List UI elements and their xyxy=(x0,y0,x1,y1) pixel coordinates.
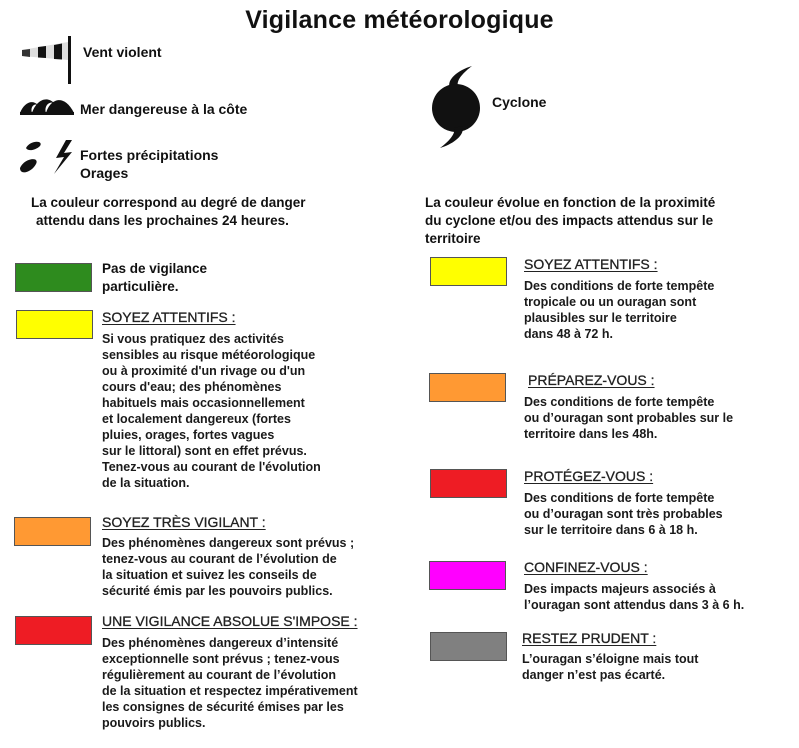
legend-storm-label: Orages xyxy=(80,165,129,181)
left-orange-title: SOYEZ TRÈS VIGILANT : xyxy=(102,514,266,530)
left-red-body: Des phénomènes dangereux d’intensité exceptionnelle sont prévus ; tenez-vous régulièrement au courant de l’évolution de la situation et respectez impérativement les consignes de sécurité émises par les pouvoirs publics. xyxy=(102,636,358,730)
swatch-yellow xyxy=(16,310,93,339)
cyclone-icon xyxy=(428,64,484,150)
right-magenta-title: CONFINEZ-VOUS : xyxy=(524,559,648,575)
legend-rain-label: Fortes précipitations xyxy=(80,147,219,163)
page-title: Vigilance météorologique xyxy=(245,6,554,34)
left-green-label: Pas de vigilance particulière. xyxy=(102,261,208,294)
right-intro: La couleur évolue en fonction de la proximité du cyclone et/ou des impacts attendus sur le territoire xyxy=(425,195,716,246)
legend-cyclone-label: Cyclone xyxy=(492,94,547,110)
left-intro-line2: attendu dans les prochaines 24 heures. xyxy=(36,213,289,228)
swatch-cyclone-yellow xyxy=(430,257,507,286)
right-gray-title: RESTEZ PRUDENT : xyxy=(522,630,657,646)
windsock-icon xyxy=(18,36,74,86)
swatch-cyclone-red xyxy=(430,469,507,498)
swatch-red xyxy=(15,616,92,645)
swatch-green xyxy=(15,263,92,292)
waves-icon xyxy=(18,91,76,117)
swatch-cyclone-magenta xyxy=(429,561,506,590)
legend-wind-label: Vent violent xyxy=(83,44,162,60)
right-orange-body: Des conditions de forte tempête ou d’ouragan sont probables sur le territoire dans les 48h. xyxy=(524,395,734,441)
right-orange-title: PRÉPAREZ-VOUS : xyxy=(528,372,655,388)
swatch-cyclone-gray xyxy=(430,632,507,661)
right-red-body: Des conditions de forte tempête ou d’ouragan sont très probables sur le territoire dans 6 à 18 h. xyxy=(524,491,723,537)
right-red-title: PROTÉGEZ-VOUS : xyxy=(524,468,654,484)
legend-sea-label: Mer dangereuse à la côte xyxy=(80,101,248,117)
right-magenta-body: Des impacts majeurs associés à l’ouragan sont attendus dans 3 à 6 h. xyxy=(524,582,745,612)
swatch-orange xyxy=(14,517,91,546)
left-yellow-title: SOYEZ ATTENTIFS : xyxy=(102,309,236,325)
right-yellow-body: Des conditions de forte tempête tropicale ou un ouragan sont plausibles sur le territoire dans 48 à 72 h. xyxy=(524,279,715,341)
left-orange-body: Des phénomènes dangereux sont prévus ; tenez-vous au courant de l’évolution de la situation et suivez les conseils de sécurité émis par les pouvoirs publics. xyxy=(102,536,355,598)
left-yellow-body: Si vous pratiquez des activités sensibles au risque météorologique ou à proximité d'un rivage ou d'un cours d'eau; des phénomènes habituels mais occasionnellement et localement dangereux (fortes pluies, orages, fortes vagues sur le littoral) sont en effet prévus. Tenez-vous au courant de l'évolution de la situation. xyxy=(102,332,321,490)
rain-storm-icon xyxy=(16,138,78,178)
right-gray-body: L’ouragan s’éloigne mais tout danger n’est pas écarté. xyxy=(522,652,699,682)
left-red-title: UNE VIGILANCE ABSOLUE S'IMPOSE : xyxy=(102,613,358,629)
right-yellow-title: SOYEZ ATTENTIFS : xyxy=(524,256,658,272)
swatch-cyclone-orange xyxy=(429,373,506,402)
left-intro-line1: La couleur correspond au degré de danger xyxy=(31,195,306,210)
